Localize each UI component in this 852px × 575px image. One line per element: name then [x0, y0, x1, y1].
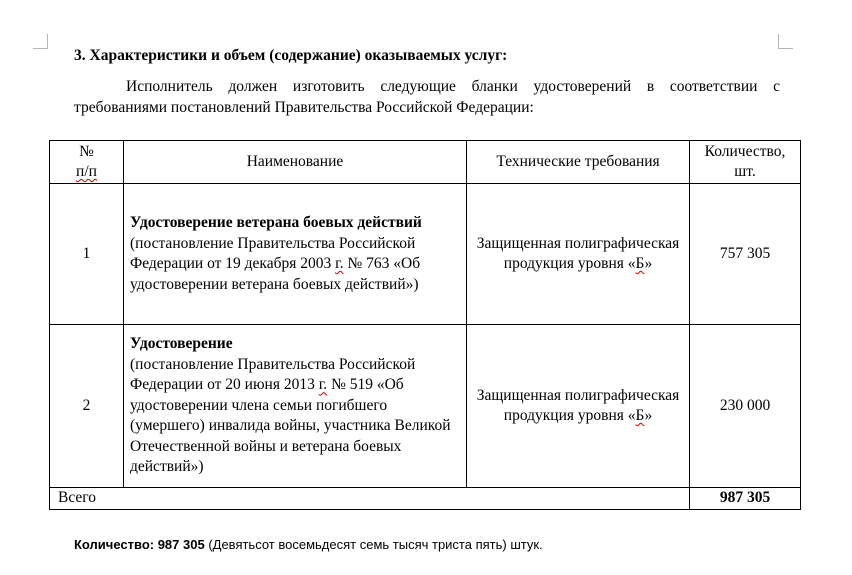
- row-qty: 757 305: [690, 184, 801, 325]
- quantity-summary: [74, 537, 543, 552]
- page-corner-mark-right: [778, 34, 793, 49]
- row-number: 1: [50, 184, 124, 325]
- table-row: [50, 325, 801, 488]
- total-label: Всего: [50, 488, 690, 510]
- row-desc: (постановление Правительства Российской Федерации от 19 декабря 2003 г. № 763 «Об удостоверении ветерана боевых действий»): [130, 234, 421, 293]
- row-tech: Защищенная полиграфическая продукция уровня «Б»: [467, 325, 690, 488]
- section-heading: 3. Характеристики и объем (содержание) оказываемых услуг:: [74, 47, 508, 64]
- total-value: 987 305: [690, 488, 801, 510]
- row-qty: 230 000: [690, 325, 801, 488]
- intro-paragraph: Исполнитель должен изготовить следующие бланки удостоверений в соответствии с требованиями постановлений Правительства Российской Федерации:: [74, 78, 780, 116]
- row-tech: Защищенная полиграфическая продукция уровня «Б»: [467, 184, 690, 325]
- header-name: Наименование: [124, 141, 467, 184]
- header-number: № п/п: [50, 141, 124, 184]
- row-desc: (постановление Правительства Российской Федерации от 20 июня 2013 г. № 519 «Об удостоверении члена семьи погибшего (умершего) инвалида войны, участника Великой Отечественной войны и ветерана боевых действий»): [130, 355, 451, 476]
- table-row: [50, 184, 801, 325]
- total-row: [50, 488, 801, 510]
- header-tech: Технические требования: [467, 141, 690, 184]
- summary-text: (Девятьсот восемьдесят семь тысяч триста пять) штук.: [204, 537, 543, 552]
- row-number: 2: [50, 325, 124, 488]
- row-title: Удостоверение ветерана боевых действий: [130, 214, 422, 231]
- specification-table: [49, 140, 801, 510]
- page-corner-mark-left: [33, 34, 48, 49]
- row-title: Удостоверение: [130, 335, 233, 353]
- table-header-row: [50, 141, 801, 184]
- summary-label: Количество: 987 305: [74, 537, 205, 552]
- row-name: [124, 325, 467, 488]
- row-name: [124, 184, 467, 325]
- header-qty: Количество, шт.: [690, 141, 801, 184]
